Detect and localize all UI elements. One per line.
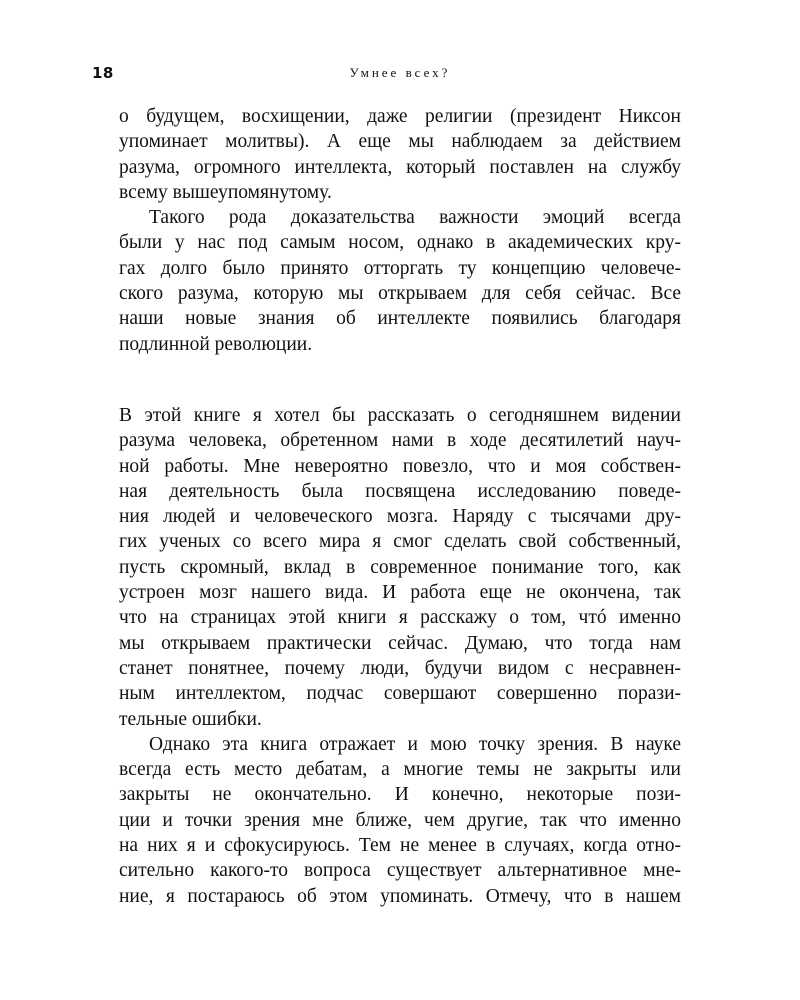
text-line: гах долго было принято отторгать ту концепцию человече- bbox=[119, 257, 681, 279]
text-line: ным интеллектом, подчас совершают совершенно порази- bbox=[119, 683, 681, 705]
text-line: ния людей и человеческого мозга. Наряду с тысячами дру- bbox=[119, 506, 681, 528]
text-line: ского разума, которую мы открываем для себя сейчас. Все bbox=[119, 283, 681, 305]
text-line: ной работы. Мне невероятно повезло, что и моя собствен- bbox=[119, 455, 681, 477]
text-line: ная деятельность была посвящена исследованию поведе- bbox=[119, 480, 681, 502]
text-line: что на страницах этой книги я расскажу о том, чтó именно bbox=[119, 607, 681, 629]
text-line: пусть скромный, вклад в современное понимание того, как bbox=[119, 556, 681, 578]
text-line: тельные ошибки. bbox=[119, 708, 262, 730]
paragraph bbox=[119, 205, 681, 357]
text-line: на них я и сфокусируюсь. Тем не менее в случаях, когда отно- bbox=[119, 835, 681, 857]
text-line: Такого рода доказательства важности эмоций всегда bbox=[149, 207, 681, 229]
page-number: 18 bbox=[92, 64, 114, 82]
running-header: Умнее всех? bbox=[349, 65, 451, 80]
text-line: упоминает молитвы). А еще мы наблюдаем за действием bbox=[119, 131, 681, 153]
text-section-1 bbox=[119, 104, 681, 357]
text-section-2 bbox=[119, 403, 681, 909]
text-line: разума человека, обретенном нами в ходе десятилетий науч- bbox=[119, 430, 681, 452]
text-line: мы открываем практически сейчас. Думаю, что тогда нам bbox=[119, 632, 681, 654]
text-line: закрыты не окончательно. И конечно, некоторые пози- bbox=[119, 784, 681, 806]
text-line: были у нас под самым носом, однако в академических кру- bbox=[119, 232, 681, 254]
text-line: всему вышеупомянутому. bbox=[119, 181, 332, 203]
text-line: ние, я постараюсь об этом упоминать. Отмечу, что в нашем bbox=[119, 885, 681, 907]
text-line: ции и точки зрения мне ближе, чем другие, так что именно bbox=[119, 809, 681, 831]
text-line: сительно какого-то вопроса существует альтернативное мне- bbox=[119, 860, 681, 882]
text-line: разума, огромного интеллекта, который поставлен на службу bbox=[119, 156, 681, 178]
text-line: станет понятнее, почему люди, будучи видом с несравнен- bbox=[119, 657, 681, 679]
text-line: Однако эта книга отражает и мою точку зрения. В науке bbox=[149, 733, 681, 755]
text-line: всегда есть место дебатам, а многие темы не закрыты или bbox=[119, 759, 681, 781]
paragraph bbox=[119, 104, 681, 205]
paragraph bbox=[119, 732, 681, 909]
text-line: подлинной революции. bbox=[119, 333, 313, 355]
text-line: В этой книге я хотел бы рассказать о сегодняшнем видении bbox=[119, 405, 681, 426]
text-line: гих ученых со всего мира я смог сделать свой собственный, bbox=[119, 531, 681, 553]
text-line: о будущем, восхищении, даже религии (президент Никсон bbox=[119, 106, 681, 127]
text-line: устроен мозг нашего вида. И работа еще не окончена, так bbox=[119, 582, 681, 604]
paragraph bbox=[119, 403, 681, 732]
text-line: наши новые знания об интеллекте появились благодаря bbox=[119, 308, 681, 330]
